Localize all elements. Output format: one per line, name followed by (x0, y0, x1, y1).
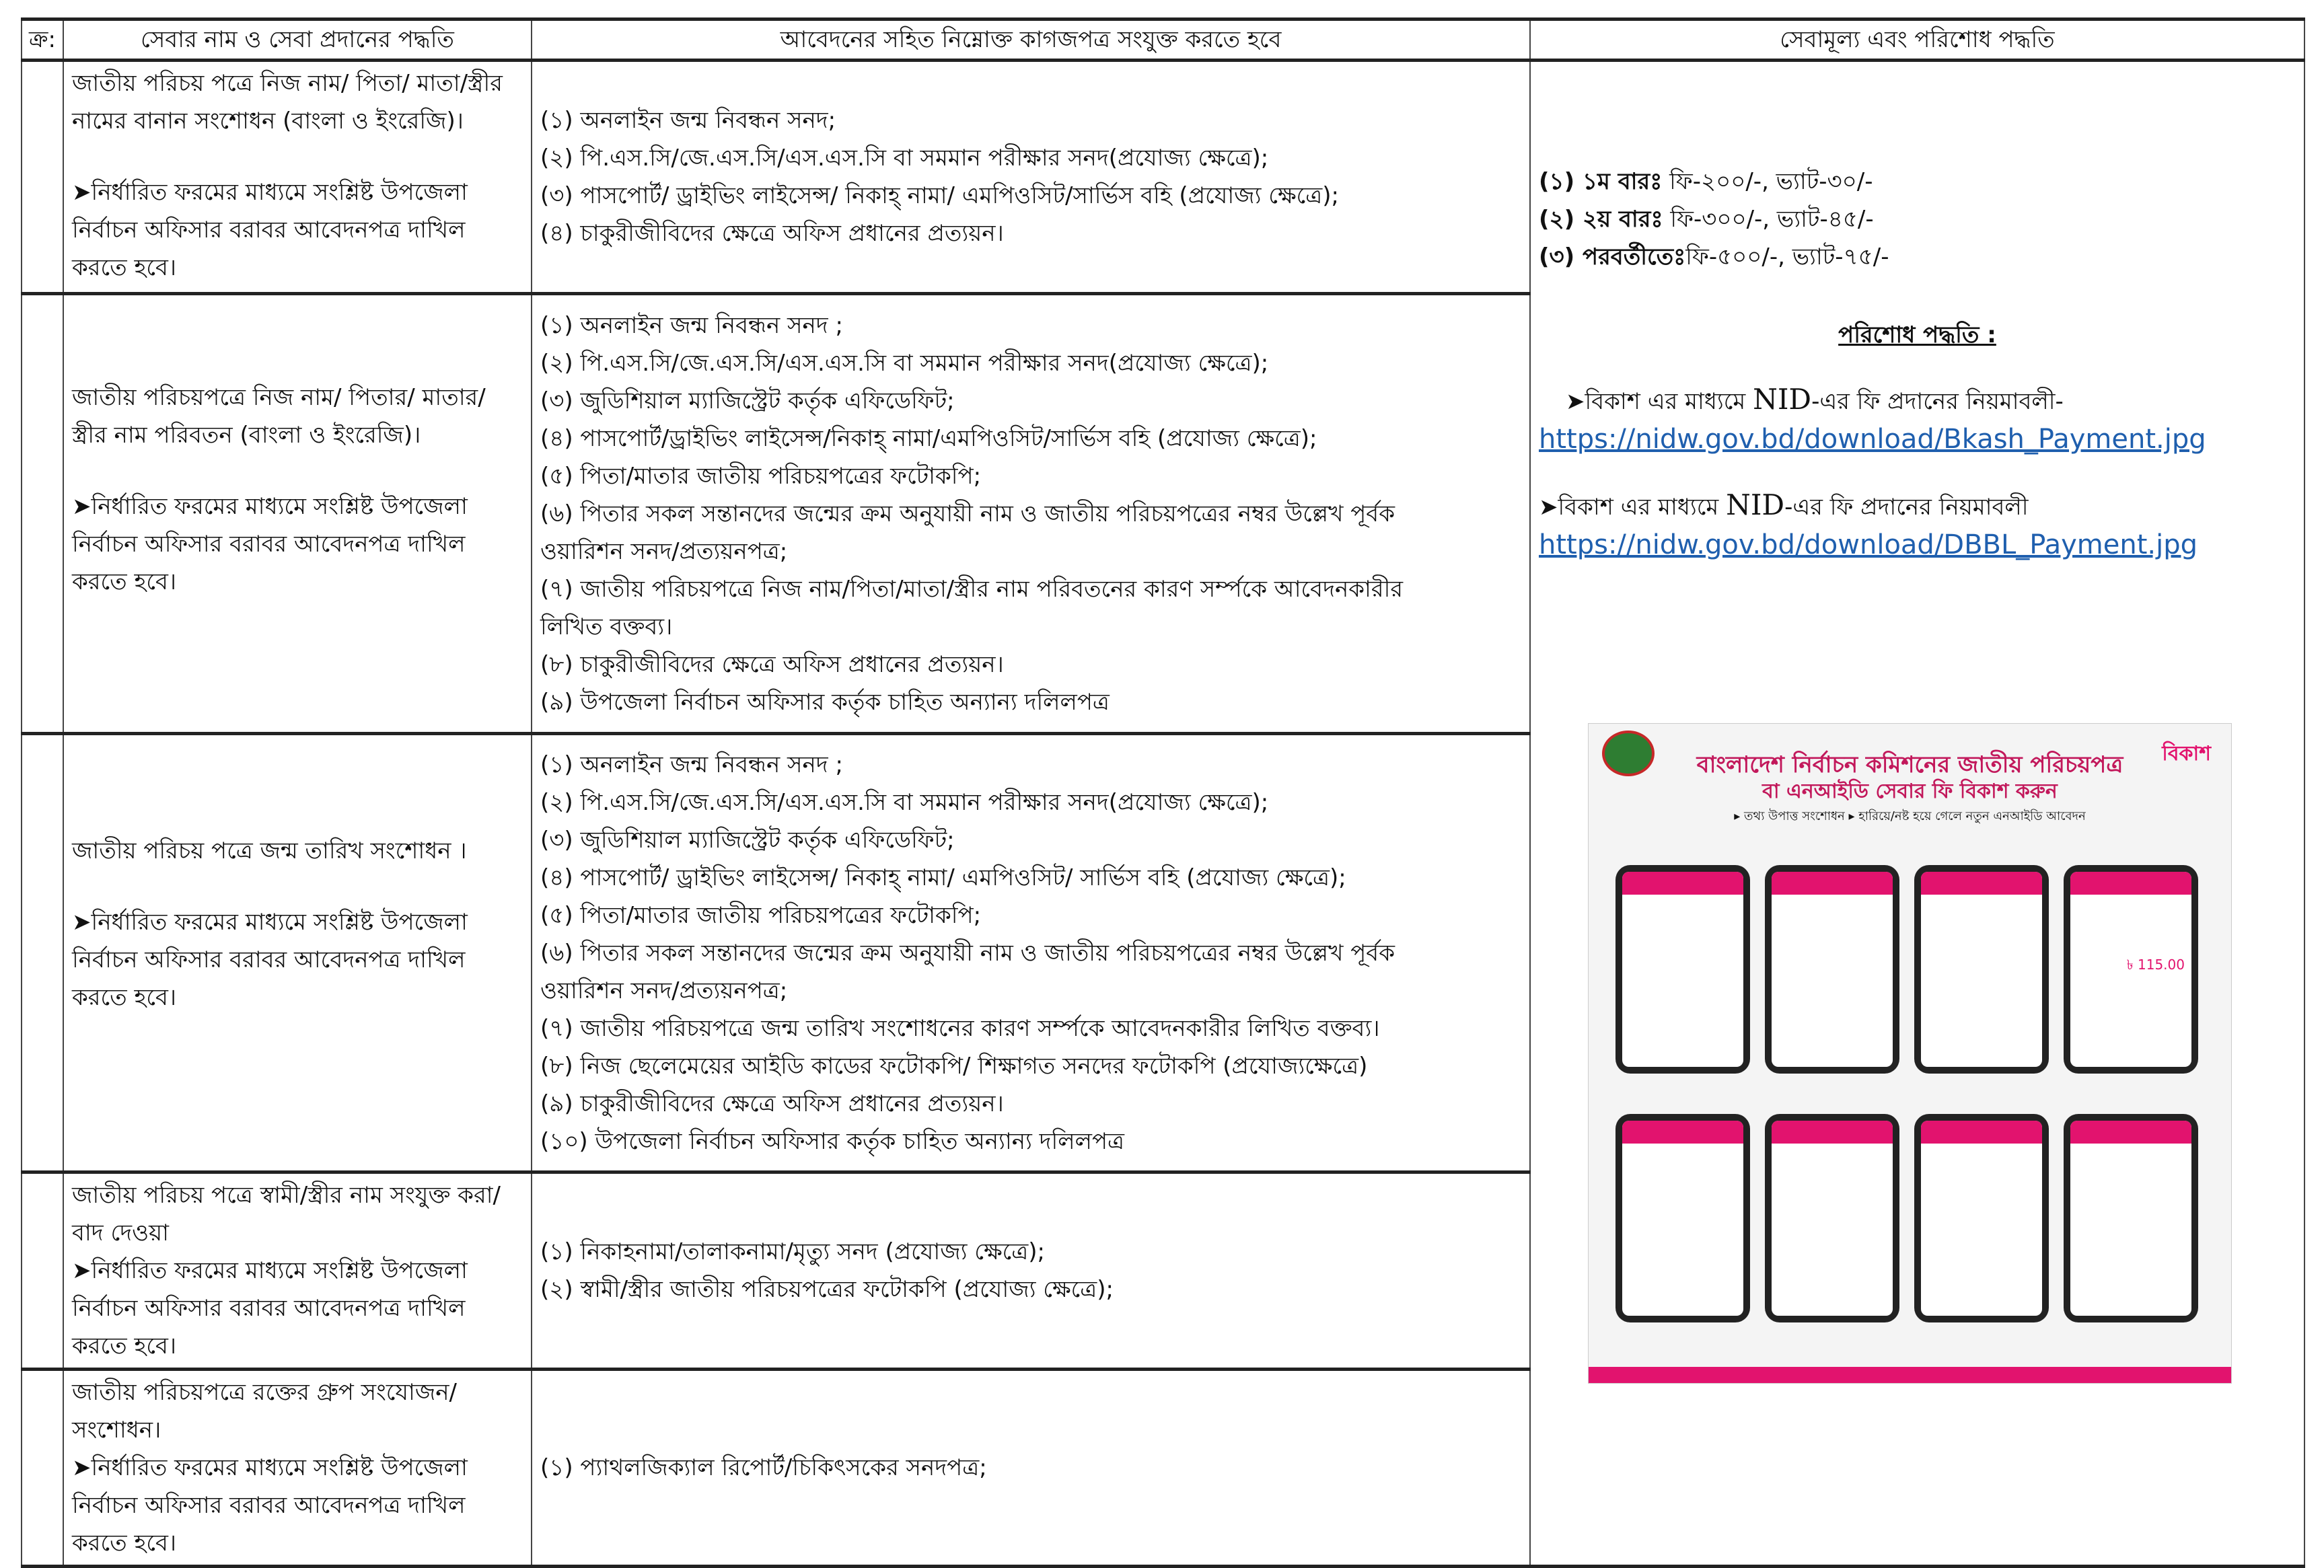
amount: ৳ 115.00 (2126, 957, 2185, 973)
serial-cell (22, 61, 63, 294)
payment-instruction: ➤বিকাশ এর মাধ্যমে NID-এর ফি প্রদানের নিয়মাবলী (1539, 488, 2029, 521)
document-item: ওয়ারিশন সনদ/প্রত্যয়নপত্র; (540, 537, 788, 565)
bkash-logo: বিকাশ (2162, 742, 2211, 766)
header-documents: আবেদনের সহিত নিম্নোক্ত কাগজপত্র সংযুক্ত করতে হবে (532, 20, 1530, 61)
serial-cell (22, 1370, 63, 1567)
document-item: (৪) পাসপোর্ট/ড্রাইভিং লাইসেন্স/নিকাহ্ নামা/এমপিওসিট/সার্ভিস বহি (প্রযোজ্য ক্ষেত্রে); (540, 424, 1317, 452)
service-cell (63, 1370, 532, 1567)
header-fee: সেবামূল্য এবং পরিশোধ পদ্ধতি (1530, 20, 2304, 61)
document-item: (৯) উপজেলা নির্বাচন অফিসার কর্তৃক চাহিত অন্যান্য দলিলপত্র (540, 688, 1110, 716)
documents-cell (532, 1172, 1530, 1370)
election-commission-logo (1602, 731, 1655, 776)
service-name: জাতীয় পরিচয়পত্রে রক্তের গ্রুপ সংযোজন/ সংশোধন। (72, 1379, 457, 1444)
documents-cell (532, 61, 1530, 294)
poster-footer (1589, 1367, 2231, 1383)
documents-cell (532, 294, 1530, 734)
document-item: (৫) পিতা/মাতার জাতীয় পরিচয়পত্রের ফটোকপি; (540, 462, 982, 490)
document-item: (৪) পাসপোর্ট/ ড্রাইভিং লাইসেন্স/ নিকাহ্ নামা/ এমপিওসিট/ সার্ভিস বহি (প্রযোজ্য ক্ষেত্রে); (540, 864, 1346, 891)
phone-screenshot (1914, 1114, 2049, 1349)
fee-item: (৩) পরবর্তীতেঃফি-৫০০/-, ভ্যাট-৭৫/- (1539, 244, 1889, 270)
poster-title: বাংলাদেশ নির্বাচন কমিশনের জাতীয় পরিচয়পত্র (1696, 751, 2123, 778)
document-item: ওয়ারিশন সনদ/প্রত্যয়নপত্র; (540, 977, 788, 1004)
document-item: (৬) পিতার সকল সন্তানদের জন্মের ক্রম অনুযায়ী নাম ও জাতীয় পরিচয়পত্রের নম্বর উল্লেখ পূর্বক (540, 500, 1395, 527)
payment-heading: পরিশোধ পদ্ধতি : (1838, 322, 1996, 348)
fee-item: (২) ২য় বারঃ ফি-৩০০/-, ভ্যাট-৪৫/- (1539, 206, 1874, 233)
document-item: (২) স্বামী/স্ত্রীর জাতীয় পরিচয়পত্রের ফটোকপি (প্রযোজ্য ক্ষেত্রে); (540, 1276, 1114, 1303)
document-item: (২) পি.এস.সি/জে.এস.সি/এস.এস.সি বা সমমান পরীক্ষার সনদ(প্রযোজ্য ক্ষেত্রে); (540, 349, 1269, 377)
phone-steps (1615, 865, 2198, 1349)
document-item: (১) অনলাইন জন্ম নিবন্ধন সনদ; (540, 107, 836, 134)
table-row (22, 61, 2304, 294)
phone-screenshot (1914, 865, 2049, 1100)
document-item: (৮) নিজ ছেলেমেয়ের আইডি কাডের ফটোকপি/ শিক্ষাগত সনদের ফটোকপি (প্রযোজ্যক্ষেত্রে) (540, 1052, 1368, 1080)
service-method: ➤নির্ধারিত ফরমের মাধ্যমে সংশ্লিষ্ট উপজেলা নির্বাচন অফিসার বরাবর আবেদনপত্র দাখিল করতে হবে। (72, 909, 468, 1011)
poster-subtitle: বা এনআইডি সেবার ফি বিকাশ করুন (1762, 780, 2058, 803)
service-name: জাতীয় পরিচয় পত্রে জন্ম তারিখ সংশোধন । (72, 837, 467, 864)
phone-screenshot (1615, 1114, 1750, 1349)
service-method: ➤নির্ধারিত ফরমের মাধ্যমে সংশ্লিষ্ট উপজেলা নির্বাচন অফিসার বরাবর আবেদনপত্র দাখিল করতে হবে। (72, 179, 468, 281)
document-item: (৭) জাতীয় পরিচয়পত্রে নিজ নাম/পিতা/মাতা/স্ত্রীর নাম পরিবতনের কারণ সর্ম্পকে আবেদনকারীর (540, 575, 1404, 603)
service-cell (63, 61, 532, 294)
serial-cell (22, 1172, 63, 1370)
payment-instruction: ➤বিকাশ এর মাধ্যমে NID-এর ফি প্রদানের নিয়মাবলী- (1566, 383, 2064, 416)
documents-cell (532, 1370, 1530, 1567)
service-method: ➤নির্ধারিত ফরমের মাধ্যমে সংশ্লিষ্ট উপজেলা নির্বাচন অফিসার বরাবর আবেদনপত্র দাখিল করতে হবে। (72, 1257, 468, 1359)
phone-screenshot (1765, 1114, 1899, 1349)
document-item: (৩) জুডিশিয়াল ম্যাজিস্ট্রেট কর্তৃক এফিডেফিট; (540, 387, 955, 414)
service-cell (63, 294, 532, 734)
document-item: (৩) জুডিশিয়াল ম্যাজিস্ট্রেট কর্তৃক এফিডেফিট; (540, 826, 955, 854)
payment-link[interactable]: https://nidw.gov.bd/download/Bkash_Payment.jpg (1539, 424, 2206, 455)
service-cell (63, 1172, 532, 1370)
poster-services: ▸ তথ্য উপাত্ত সংশোধন ▸ হারিয়ে/নষ্ট হয়ে গেলে নতুন এনআইডি আবেদন (1734, 809, 2086, 823)
document-item: (৫) পিতা/মাতার জাতীয় পরিচয়পত্রের ফটোকপি; (540, 901, 982, 929)
phone-screenshot (2064, 865, 2198, 1100)
service-name: জাতীয় পরিচয় পত্রে স্বামী/স্ত্রীর নাম সংযুক্ত করা/ বাদ দেওয়া (72, 1182, 501, 1246)
service-name: জাতীয় পরিচয় পত্রে নিজ নাম/ পিতা/ মাতা/স্ত্রীর নামের বানান সংশোধন (বাংলা ও ইংরেজি)। (72, 70, 503, 135)
document-item: (৭) জাতীয় পরিচয়পত্রে জন্ম তারিখ সংশোধনের কারণ সর্ম্পকে আবেদনকারীর লিখিত বক্তব্য। (540, 1014, 1380, 1042)
document-item: (৪) চাকুরীজীবিদের ক্ষেত্রে অফিস প্রধানের প্রত্যয়ন। (540, 220, 1004, 247)
documents-cell (532, 734, 1530, 1172)
document-item: (১) নিকাহনামা/তালাকনামা/মৃত্যু সনদ (প্রযোজ্য ক্ষেত্রে); (540, 1238, 1045, 1265)
service-method: ➤নির্ধারিত ফরমের মাধ্যমে সংশ্লিষ্ট উপজেলা নির্বাচন অফিসার বরাবর আবেদনপত্র দাখিল করতে হবে। (72, 1454, 468, 1557)
document-item: (২) পি.এস.সি/জে.এস.সি/এস.এস.সি বা সমমান পরীক্ষার সনদ(প্রযোজ্য ক্ষেত্রে); (540, 788, 1269, 816)
document-item: (৮) চাকুরীজীবিদের ক্ষেত্রে অফিস প্রধানের প্রত্যয়ন। (540, 650, 1004, 678)
service-name: জাতীয় পরিচয়পত্রে নিজ নাম/ পিতার/ মাতার/ স্ত্রীর নাম পরিবতন (বাংলা ও ইংরেজি)। (72, 384, 486, 449)
document-item: (৯) চাকুরীজীবিদের ক্ষেত্রে অফিস প্রধানের প্রত্যয়ন। (540, 1090, 1004, 1117)
document-item: (৩) পাসপোর্ট/ ড্রাইভিং লাইসেন্স/ নিকাহ্ নামা/ এমপিওসিট/সার্ভিস বহি (প্রযোজ্য ক্ষেত্রে); (540, 182, 1339, 209)
fee-item: (১) ১ম বারঃ ফি-২০০/-, ভ্যাট-৩০/- (1539, 168, 1873, 195)
header-serial: ক্র: (22, 20, 63, 61)
phone-screenshot (2064, 1114, 2198, 1349)
bkash-payment-poster (1588, 723, 2232, 1384)
payment-link[interactable]: https://nidw.gov.bd/download/DBBL_Payment.jpg (1539, 529, 2198, 560)
document-item: (৬) পিতার সকল সন্তানদের জন্মের ক্রম অনুযায়ী নাম ও জাতীয় পরিচয়পত্রের নম্বর উল্লেখ পূর্বক (540, 939, 1395, 967)
header-service: সেবার নাম ও সেবা প্রদানের পদ্ধতি (63, 20, 532, 61)
document-item: (১০) উপজেলা নির্বাচন অফিসার কর্তৃক চাহিত অন্যান্য দলিলপত্র (540, 1127, 1125, 1155)
service-method: ➤নির্ধারিত ফরমের মাধ্যমে সংশ্লিষ্ট উপজেলা নির্বাচন অফিসার বরাবর আবেদনপত্র দাখিল করতে হবে। (72, 493, 468, 595)
document-item: (১) অনলাইন জন্ম নিবন্ধন সনদ ; (540, 311, 843, 339)
document-item: (১) প্যাথলজিক্যাল রিপোর্ট/চিকিৎসকের সনদপত্র; (540, 1454, 987, 1481)
service-cell (63, 734, 532, 1172)
phone-screenshot (1765, 865, 1899, 1100)
serial-cell (22, 734, 63, 1172)
document-item: (১) অনলাইন জন্ম নিবন্ধন সনদ ; (540, 751, 843, 778)
document-item: (২) পি.এস.সি/জে.এস.সি/এস.এস.সি বা সমমান পরীক্ষার সনদ(প্রযোজ্য ক্ষেত্রে); (540, 145, 1269, 172)
serial-cell (22, 294, 63, 734)
document-item: লিখিত বক্তব্য। (540, 613, 673, 640)
phone-screenshot (1615, 865, 1750, 1100)
